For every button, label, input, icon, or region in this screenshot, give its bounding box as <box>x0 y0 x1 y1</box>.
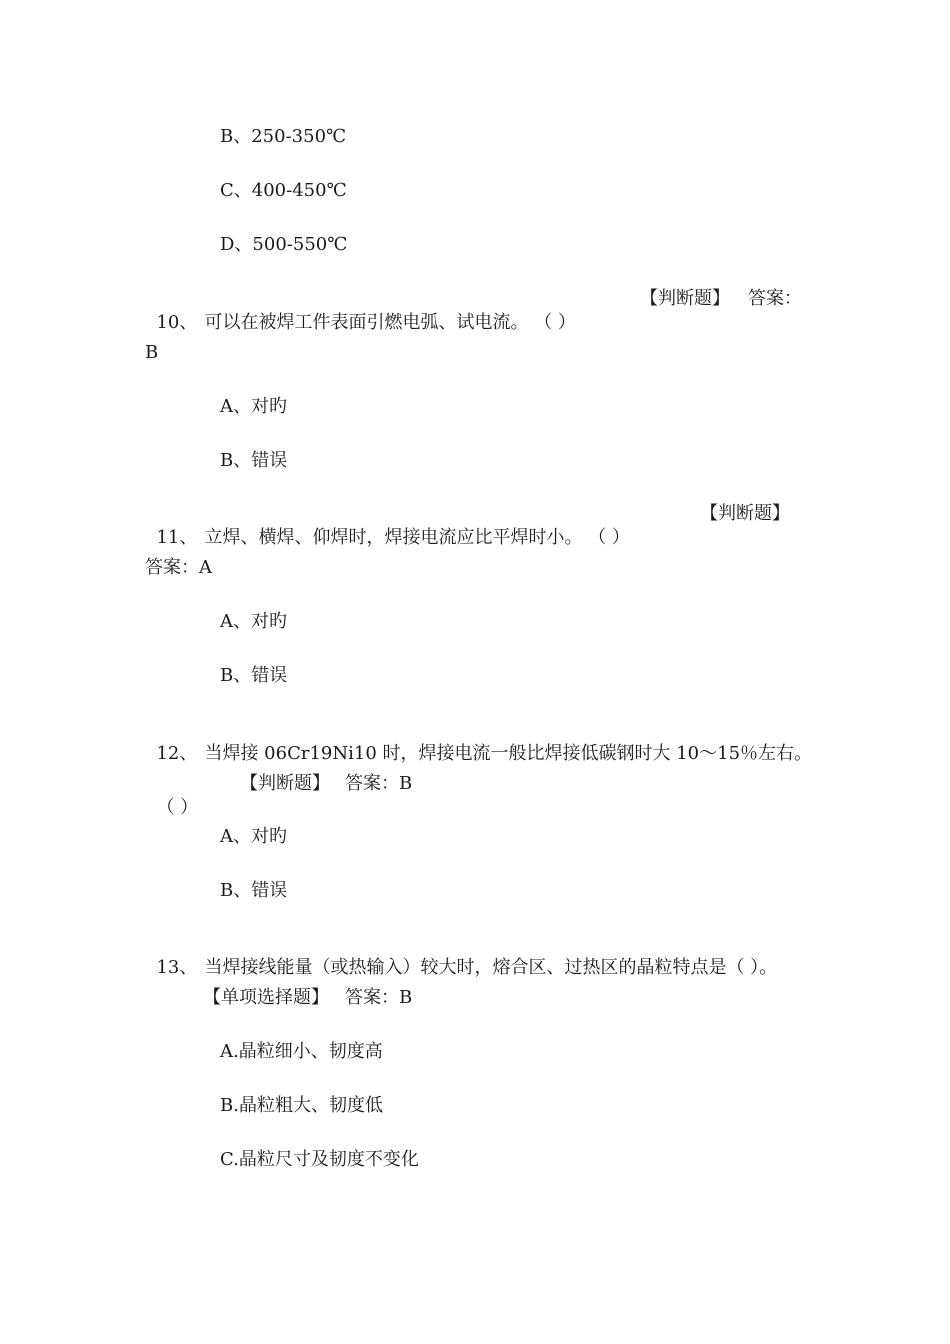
question-12-continuation <box>145 772 198 820</box>
question-stem: 可以在被焊工件表面引燃电弧、试电流。 （ ） <box>204 312 576 333</box>
question-stem: 当焊接线能量（或热输入）较大时，熔合区、过热区的晶粒特点是（ ）。 <box>204 957 778 978</box>
option-b: B、错误 <box>220 450 288 471</box>
option-a: A、对旳 <box>220 396 287 417</box>
answer: 答案：B <box>345 773 413 794</box>
option-d: D、500-550℃ <box>220 234 348 255</box>
option-c: C.晶粒尺寸及韧度不变化 <box>220 1149 419 1170</box>
answer-paren: （ ） <box>156 797 199 818</box>
option-a: A.晶粒细小、韧度高 <box>220 1041 383 1062</box>
question-type: 【判断题】 <box>700 503 790 524</box>
question-12 <box>145 718 812 766</box>
question-number: 13、 <box>156 957 198 978</box>
option-b: B.晶粒粗大、韧度低 <box>220 1095 383 1116</box>
question-type: 【单项选择题】 <box>203 987 329 1008</box>
question-type: 【判断题】 <box>640 288 730 309</box>
question-13 <box>145 932 777 980</box>
question-11 <box>145 502 630 550</box>
answer: 答案：B <box>345 987 413 1008</box>
option-c: C、400-450℃ <box>220 180 347 201</box>
answer-value: B <box>145 342 159 363</box>
question-number: 10、 <box>156 312 198 333</box>
question-stem: 当焊接 06Cr19Ni10 时，焊接电流一般比焊接低碳钢时大 10～15％左右。 <box>204 743 813 764</box>
question-number: 12、 <box>156 743 198 764</box>
question-stem: 立焊、横焊、仰焊时，焊接电流应比平焊时小。 （ ） <box>204 527 630 548</box>
question-type: 【判断题】 <box>240 773 330 794</box>
answer: 答案：A <box>145 557 212 578</box>
answer-label: 答案： <box>748 288 802 309</box>
option-b: B、250-350℃ <box>220 126 347 147</box>
question-number: 11、 <box>156 527 198 548</box>
option-b: B、错误 <box>220 880 288 901</box>
option-b: B、错误 <box>220 665 288 686</box>
option-a: A、对旳 <box>220 611 287 632</box>
question-10 <box>145 287 576 335</box>
option-a: A、对旳 <box>220 826 287 847</box>
